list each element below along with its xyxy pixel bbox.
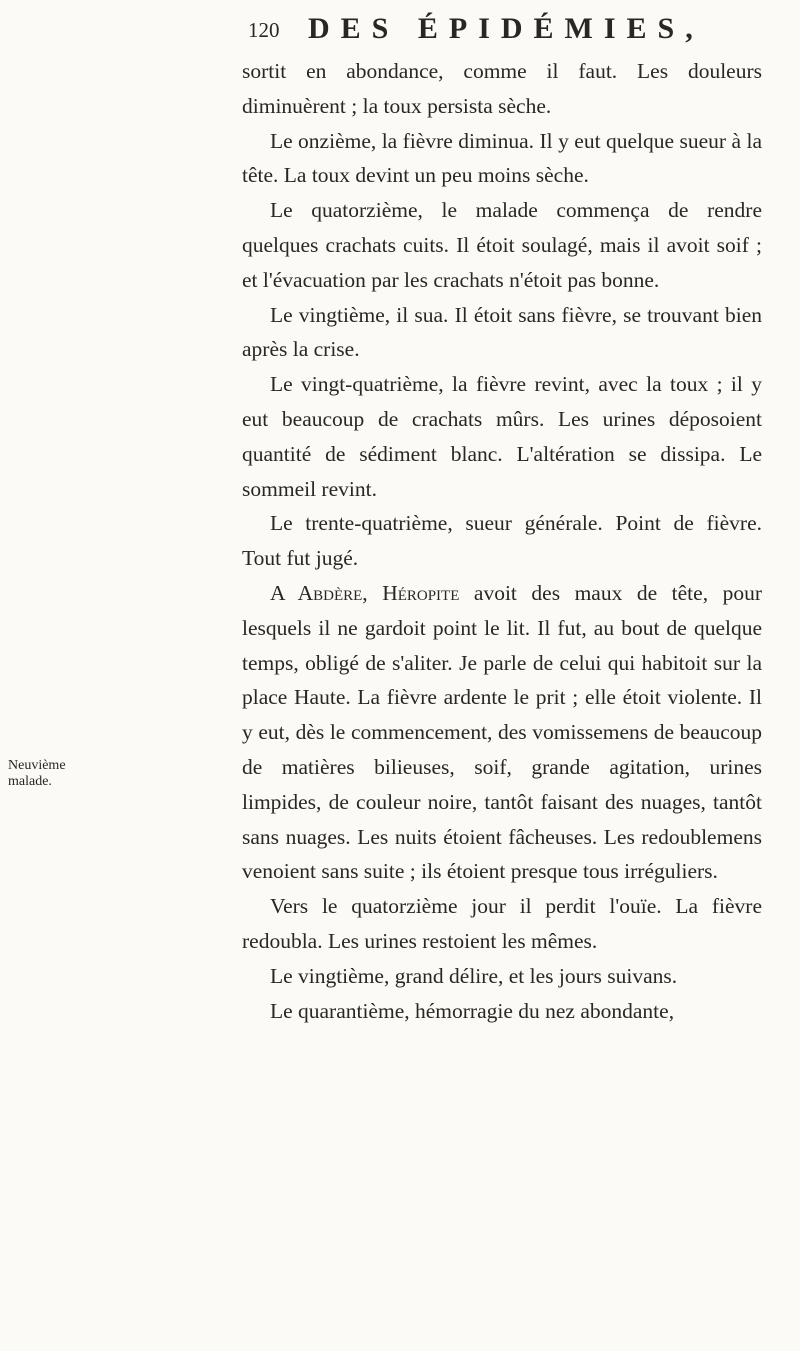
margin-note-line: Neuvième [8,758,66,773]
page-header [248,12,768,52]
margin-note [8,758,88,790]
paragraph: Le trente-quatrième, sueur générale. Point de fièvre. Tout fut jugé. [242,511,762,571]
paragraph: sortit en abondance, comme il faut. Les douleurs diminuèrent ; la toux persista sèche. [242,59,762,118]
paragraph-lead: A Abdère, Héropite [269,580,460,605]
paragraph [242,576,762,889]
paragraph: Le quarantième, hémorragie du nez abondante, [269,998,675,1023]
paragraph: Vers le quatorzième jour il perdit l'ouïe. La fièvre redoubla. Les urines restoient les mêmes. [242,894,762,953]
page-number: 120 [248,18,280,42]
body-text [242,54,762,1028]
paragraph-text: avoit des maux de tête, pour lesquels il ne gardoit point le lit. Il fut, au bout de quelque temps, obligé de s'aliter. Je parle de celui qui habitoit sur la place Haute. La fièvre ardente le prit ; elle étoit violente. Il y eut, dès le commencement, des vomissemens de beaucoup de matières bilieuses, soif, grande agitation, urines limpides, de couleur noire, tantôt faisant des nuages, tantôt sans nuages. Les nuits étoient fâcheuses. Les redoublemens venoient sans suite ; ils étoient presque tous irréguliers. [242,580,762,884]
paragraph: Le onzième, la fièvre diminua. Il y eut quelque sueur à la tête. La toux devint un peu moins sèche. [242,128,762,188]
margin-note-line: malade. [8,774,52,789]
paragraph: Le vingtième, il sua. Il étoit sans fièvre, se trouvant bien après la crise. [242,302,762,362]
paragraph: Le quatorzième, le malade commença de rendre quelques crachats cuits. Il étoit soulagé, mais il avoit soif ; et l'évacuation par les crachats n'étoit pas bonne. [242,198,762,292]
paragraph: Le vingt-quatrième, la fièvre revint, avec la toux ; il y eut beaucoup de crachats mûrs. Les urines déposoient quantité de sédiment blanc. L'altération se dissipa. Le sommeil revint. [242,372,762,501]
paragraph: Le vingtième, grand délire, et les jours suivans. [269,963,678,988]
running-title: DES ÉPIDÉMIES, [308,12,704,45]
